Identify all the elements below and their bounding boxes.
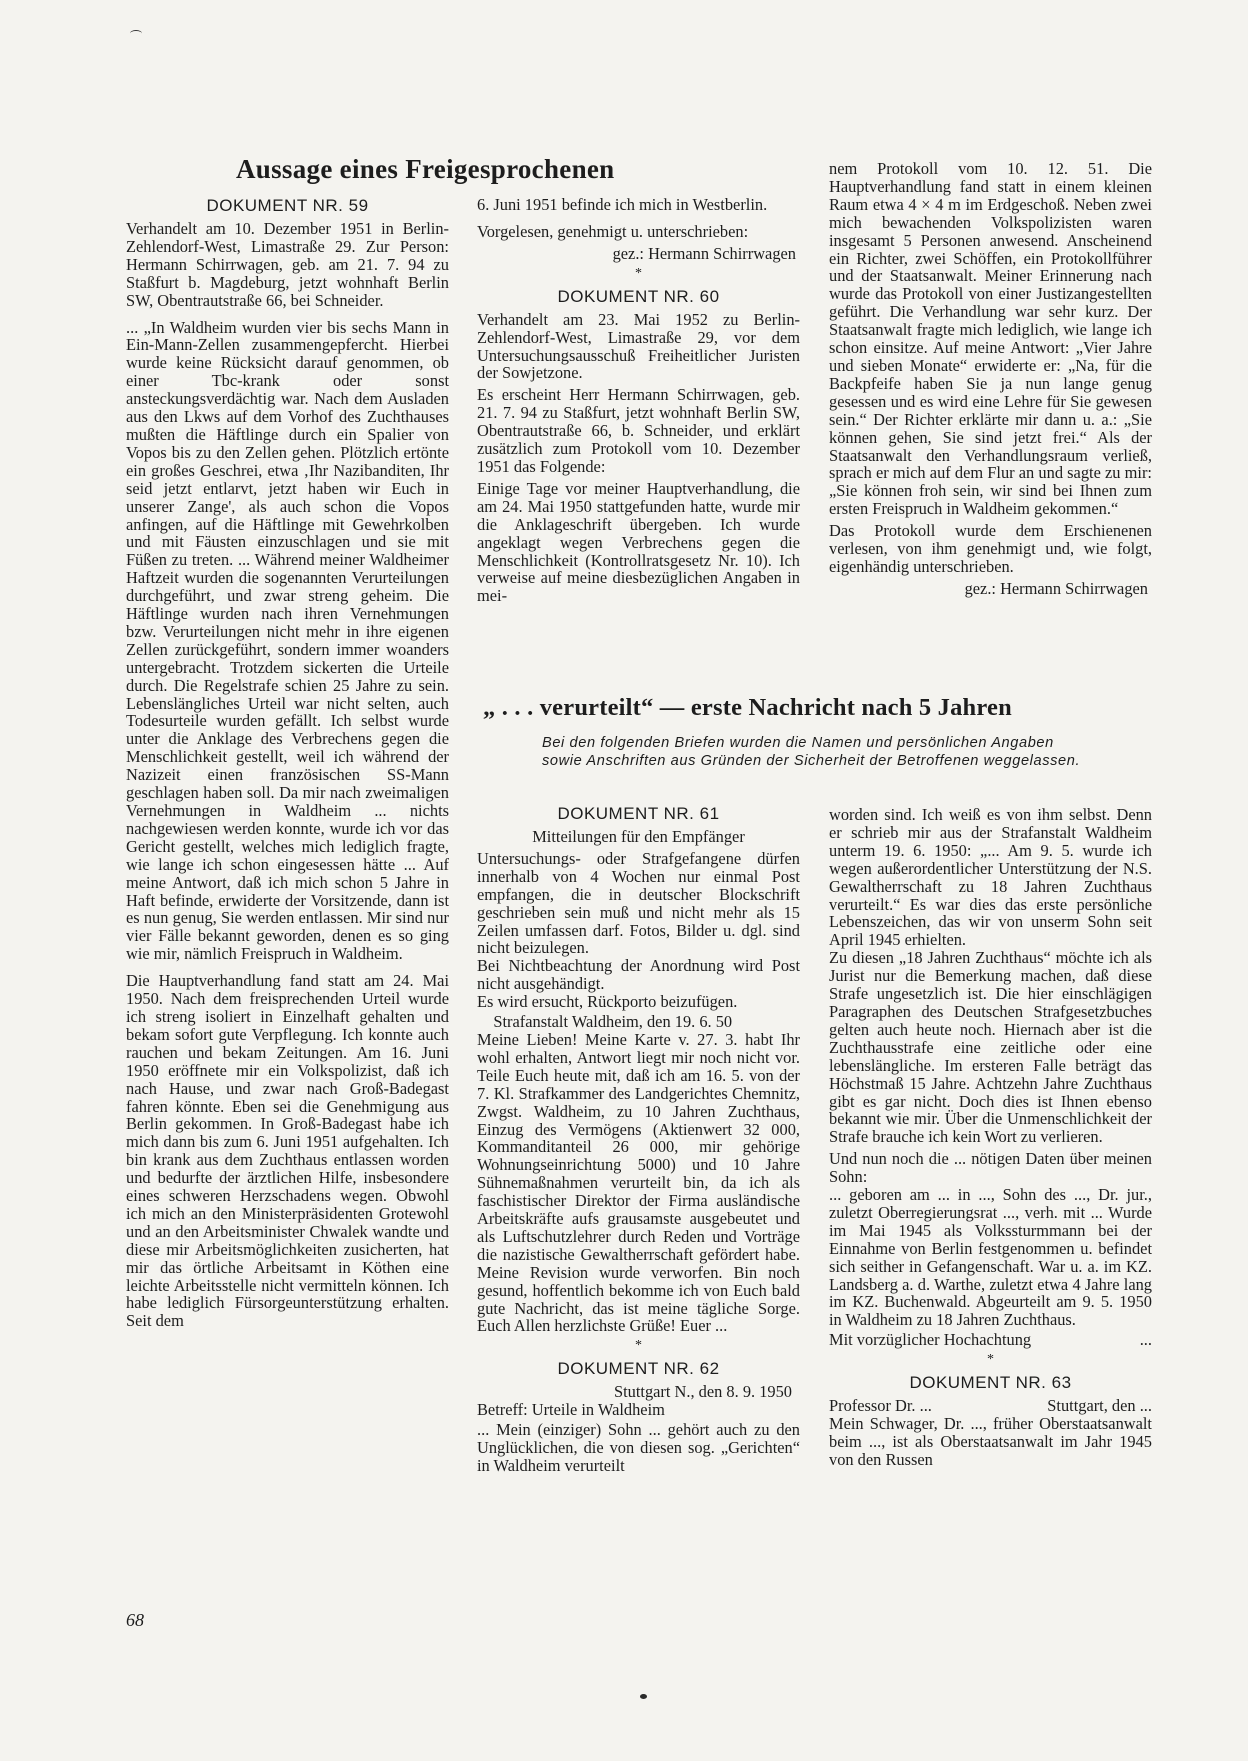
document-63-heading: DOKUMENT NR. 63 [909, 1373, 1072, 1393]
closing-ellipsis: ... [1139, 1330, 1152, 1350]
closing [829, 1331, 1152, 1349]
separator-star: * [987, 1352, 994, 1368]
headline-section [483, 694, 1152, 722]
letter-dateline: Strafanstalt Waldheim, den 19. 6. 50 [493, 1012, 733, 1032]
paragraph: Verhandelt am 23. Mai 1952 zu Berlin-Zehlendorf-West, Limastraße 29, vor dem Untersuchungsausschuß Freiheitlicher Juristen der Sowjetzone. [477, 309, 800, 383]
headline-aussage: Aussage eines Freigesprochenen [236, 154, 615, 184]
document-59-heading: DOKUMENT NR. 59 [206, 196, 369, 215]
letter-dateline: Stuttgart N., den 8. 9. 1950 [613, 1382, 792, 1402]
document-61-heading: DOKUMENT NR. 61 [557, 804, 720, 823]
headline-verurteilt: „ . . . verurteilt“ — erste Nachricht nach 5 Jahren [483, 694, 1012, 721]
column-5 [829, 806, 1152, 1469]
letter-dateline: Stuttgart, den ... [1047, 1396, 1152, 1416]
closing-text: Mit vorzüglicher Hochachtung [829, 1330, 1032, 1350]
paragraph: Die Hauptverhandlung fand statt am 24. Mai 1950. Nach dem freisprechenden Urteil wurde ich streng isoliert in Einzelhaft gehalten und bekam sofort gute Verpflegung. Ich konnte auch rauchen und bekam Zeitungen. Am 16. Juni 1950 eröffnete mir ein Volkspolizist, daß ich nach Hause, und zwar nach Groß-Badegast fahren könnte. Eben sei die Genehmigung aus Berlin gekommen. In Groß-Badegast habe ich mich dann bis zum 6. Juni 1951 aufgehalten. Ich bin krank aus dem Zuchthaus entlassen worden und bedurfte der ärztlichen Hilfe, insbesondere eines schweren Herzschadens wegen. Obwohl ich mich an den Ministerpräsidenten Grotewohl und an den Arbeitsminister Chwalek wandte und diese mir Arbeitsmöglichkeiten zusicherten, hat mir das örtliche Arbeitsamt in Köthen eine leichte Arbeitsstelle nicht vermitteln können. Ich habe lediglich Fürsorgeunterstützung erhalten. Seit dem [126, 971, 449, 1331]
paragraph: Es wird ersucht, Rückporto beizufügen. [477, 992, 738, 1012]
column-3 [829, 160, 1152, 598]
paragraph: Es erscheint Herr Hermann Schirrwagen, geb. 21. 7. 94 zu Staßfurt, jetzt wohnhaft Berlin SW, Obentrautstraße 66, b. Schneider, und erklärt zusätzlich zum Protokoll vom 10. Dezember 1951 das Folgende: [477, 385, 800, 476]
page-number: 68 [126, 1610, 144, 1630]
paragraph: Untersuchungs- oder Strafgefangene dürfen innerhalb von 4 Wochen nur einmal Post empfangen, die in deutscher Blockschrift geschrieben sein muß und nicht mehr als 15 Zeilen umfassen darf. Fotos, Bilder u. dgl. sind nicht beizulegen. [477, 848, 800, 958]
headline-section [236, 154, 676, 185]
signature: gez.: Hermann Schirrwagen [964, 578, 1148, 598]
paragraph: ... „In Waldheim wurden vier bis sechs Mann in Ein-Mann-Zellen zusammengepfercht. Hierbei wurde keine Rücksicht darauf genommen, ob einer Tbc-krank oder sonst ansteckungsverdächtig war. Nach dem Ausladen aus den Lkws auf dem Vorhof des Zuchthauses mußten die Häftlinge durch ein Spalier von Vopos bis zu den Zellen gehen. Plötzlich ertönte ein großes Geschrei, etwa ‚Ihr Nazibanditen, Ihr seid jetzt entlarvt, jetzt haben wir Euch in unserer Zange', als auch schon die Vopos anfingen, auf die Häftlinge mit Gewehrkolben und mit Fäusten einzuschlagen und sie mit Füßen zu treten. ... Während meiner Waldheimer Haftzeit wurden die sogenannten Verurteilungen durchgeführt, und zwar streng geheim. Die Häftlinge wurden nach ihren Vernehmungen bzw. Verurteilungen nicht mehr in ihre eigenen Zellen zurückgeführt, sondern immer woanders untergebracht. Trotzdem sickerten die Urteile durch. Die Regelstrafe schien 25 Jahre zu sein. Lebenslängliches Urteil war nicht selten, auch Todesurteile wurden gefällt. Ich selbst wurde unter die Anklage des Verbrechens gegen die Menschlichkeit gestellt, weil ich während der Nazizeit einen französischen SS-Mann geschlagen haben soll. Da mir nach zweimaligen Vernehmungen in Waldheim ... nichts nachgewiesen werden konnte, wurde ich vor das Gericht gestellt, welches mich lediglich fragte, wie lange ich schon eingesessen hätte ... Auf meine Antwort, daß ich mich schon 5 Jahre in Haft befinde, erwiderte der Vorsitzende, dann ist es nun genug, Sie werden entlassen. Mir sind nur vier Fälle bekannt geworden, denen es so ging wie mir, nämlich Freispruch in Waldheim. [126, 317, 449, 964]
paragraph: ... geboren am ... in ..., Sohn des ..., Dr. jur., zuletzt Oberregierungsrat ..., verh. mit ... Wurde im Mai 1945 als Volkssturmmann bei der Einnahme von Berlin festgenommen u. befindet sich seither in Gefangenschaft. War u. a. im KZ. Landsberg a. d. Warthe, zuletzt etwa 4 Jahre lang im KZ. Buchenwald. Abgeurteilt am 9. 5. 1950 in Waldheim zu 18 Jahren Zuchthaus. [829, 1185, 1152, 1330]
paragraph: Zu diesen „18 Jahren Zuchthaus“ möchte ich als Jurist nur die Bemerkung machen, daß diese Strafe ungesetzlich ist. Die hier einschlägigen Paragraphen des Deutschen Strafgesetzbuches gelten auch heute noch. Hiernach aber ist die Zuchthausstrafe eine zeitliche oder eine lebenslängliche. Im ersteren Falle beträgt das Höchstmaß 15 Jahre. Achtzehn Jahre Zuchthaus gibt es gar nicht. Doch dies ist Ihnen ebenso bekannt wie mir. Über die Unmenschlichkeit der Strafe brauche ich kein Wort zu verlieren. [829, 948, 1152, 1147]
paragraph: Verhandelt am 10. Dezember 1951 in Berlin-Zehlendorf-West, Limastraße 29. Zur Person: Hermann Schirrwagen, geb. am 21. 7. 94 zu Staßfurt b. Magdeburg, jetzt wohnhaft Berlin SW, Obentrautstraße 66, bei Schneider. [126, 219, 449, 310]
paragraph: Und nun noch die ... nötigen Daten über meinen Sohn: [829, 1149, 1152, 1187]
sender: Professor Dr. ... [829, 1396, 932, 1416]
paragraph: Bei Nichtbeachtung der Anordnung wird Post nicht ausgehändigt. [477, 956, 800, 994]
column-4 [477, 804, 800, 1475]
notice-heading: Mitteilungen für den Empfänger [532, 827, 745, 846]
corner-mark [130, 30, 142, 37]
paragraph: worden sind. Ich weiß es von ihm selbst. Denn er schrieb mir aus der Strafanstalt Waldheim unterm 19. 6. 1950: „... Am 9. 5. wurde ich wegen außerordentlicher Unterstützung der N.S. Gewaltherrschaft zu 18 Jahren Zuchthaus verurteilt.“ Es war dies das erste persönliche Lebenszeichen, das wir von unserm Sohn seit April 1945 erhielten. [829, 805, 1152, 950]
column-1 [126, 196, 449, 1330]
paragraph: 6. Juni 1951 befinde ich mich in Westberlin. [477, 195, 768, 214]
bottom-mark [640, 1694, 647, 1699]
paragraph: Meine Lieben! Meine Karte v. 27. 3. habt Ihr wohl erhalten, Antwort liegt mir noch nicht vor. Teile Euch heute mit, daß ich am 16. 5. von der 7. Kl. Strafkammer des Landgerichtes Chemnitz, Zwgst. Waldheim, zu 10 Jahren Zuchthaus, Einzug des Vermögens (Aktienwert 32 000, Kommanditanteil 26 000, mir gehörige Wohnungseinrichtung 5000) und 10 Jahre Sühnemaßnahmen verurteilt bin, da ich als faschistischer Direktor der Firma ausländische Arbeitskräfte aufs grausamste ausgebeutet und als Luftschutzlehrer durch Reden und Vorträge die nazistische Gewaltherrschaft gefördert habe. Meine Revision wurde verworfen. Bin noch gesund, hoffentlich bekomme ich von Euch bald gute Nachricht, das ist meine tägliche Sorge. Euch Allen herzlichste Grüße! Euer ... [477, 1029, 800, 1336]
signature: gez.: Hermann Schirrwagen [612, 243, 796, 263]
separator-star: * [635, 265, 642, 281]
paragraph: Mein Schwager, Dr. ..., früher Oberstaatsanwalt beim ..., ist als Oberstaatsanwalt im Jahr 1945 von den Russen [829, 1414, 1152, 1469]
separator-star: * [635, 1338, 642, 1354]
document-62-heading: DOKUMENT NR. 62 [557, 1359, 720, 1379]
document-60-heading: DOKUMENT NR. 60 [557, 286, 720, 306]
paragraph: Vorgelesen, genehmigt u. unterschrieben: [477, 221, 749, 241]
paragraph: Einige Tage vor meiner Hauptverhandlung, die am 24. Mai 1950 stattgefunden hatte, wurde mir die Anklageschrift übergeben. Ich wurde angeklagt wegen Verbrechens gegen die Menschlichkeit (Kontrollratsgesetz Nr. 10). Ich verweise auf meine diesbezüglichen Angaben in mei- [477, 478, 800, 606]
intro-note: Bei den folgenden Briefen wurden die Namen und persönlichen Angaben sowie Anschriften aus Gründen der Sicherheit der Betroffenen weggelassen. [542, 735, 1081, 769]
subject-line: Betreff: Urteile in Waldheim [477, 1400, 665, 1420]
letter-header [829, 1397, 1152, 1415]
paragraph: nem Protokoll vom 10. 12. 51. Die Hauptverhandlung fand statt in einem kleinen Raum etwa 4 × 4 m im Erdgeschoß. Neben zwei mich bewachenden Volkspolizisten waren insgesamt 5 Personen anwesend. Anscheinend ein Richter, zwei Schöffen, ein Protokollführer und der Staatsanwalt. Meiner Erinnerung nach wurde das Protokoll von einer Justizangestellten geführt. Die Verhandlung war sehr kurz. Der Staatsanwalt fragte mich lediglich, wie lange ich schon einsitze. Auf meine Antwort: „Vier Jahre und sieben Monate“ erwiderte er: „Na, für die Backpfeife haben Sie ja nun lange genug gesessen und es wird eine Lehre für Sie gewesen sein.“ Der Richter erklärte mir dann u. a.: „Sie können gehen, Sie sind jetzt frei.“ Als der Staatsanwalt den Verhandlungsraum verließ, sprach er mich auf dem Flur an und sagte zu mir: „Sie können froh sein, wir sind bei Ihnen zum ersten Freispruch in Waldheim gekommen.“ [829, 159, 1152, 519]
column-2 [477, 196, 800, 605]
paragraph: Das Protokoll wurde dem Erschienenen verlesen, von ihm genehmigt und, wie folgt, eigenhändig unterschrieben. [829, 521, 1152, 576]
paragraph: ... Mein (einziger) Sohn ... gehört auch zu den Unglücklichen, die von diesen sog. „Gerichten“ in Waldheim verurteilt [477, 1420, 800, 1475]
